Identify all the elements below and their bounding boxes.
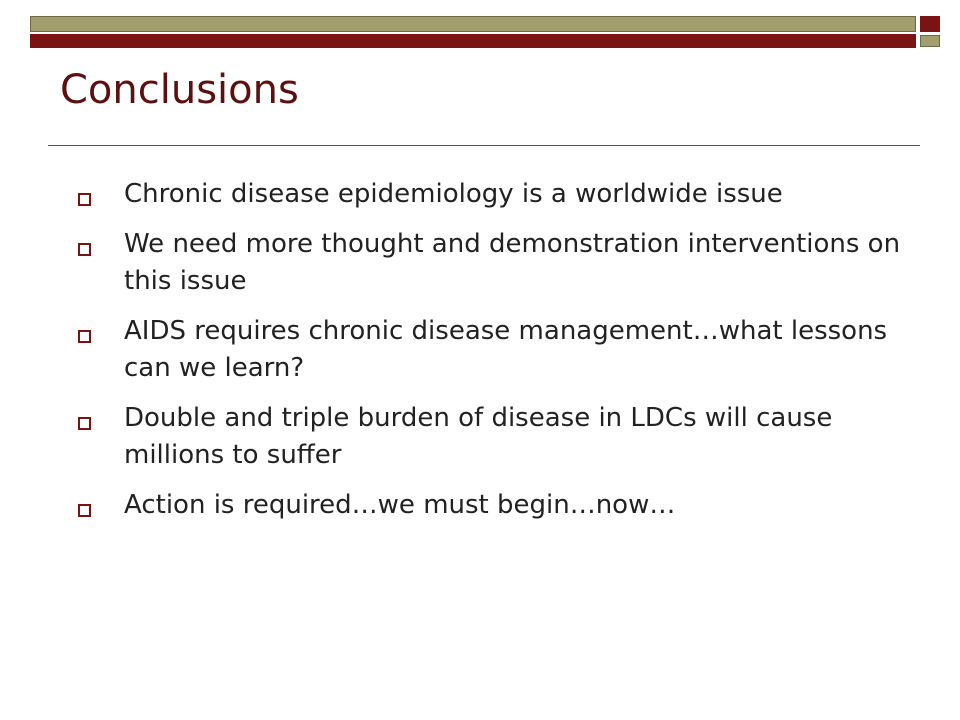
header-bar-olive bbox=[30, 16, 916, 32]
slide-title: Conclusions bbox=[60, 67, 299, 113]
header-bar-maroon bbox=[30, 34, 916, 48]
bullet-item bbox=[74, 313, 924, 387]
bullet-text: We need more thought and demonstration interventions on this issue bbox=[124, 229, 901, 296]
bullet-text: AIDS requires chronic disease management…what lessons can we learn? bbox=[124, 316, 888, 383]
hollow-square-icon bbox=[78, 417, 91, 430]
bullet-text: Action is required…we must begin…now… bbox=[124, 490, 676, 520]
bullet-item bbox=[74, 226, 924, 300]
bullet-item bbox=[74, 487, 924, 524]
bullet-item bbox=[74, 400, 924, 474]
header-square-maroon bbox=[920, 16, 940, 32]
bullet-text: Chronic disease epidemiology is a worldwide issue bbox=[124, 179, 783, 209]
hollow-square-icon bbox=[78, 504, 91, 517]
hollow-square-icon bbox=[78, 330, 91, 343]
bullet-list bbox=[74, 176, 924, 537]
hollow-square-icon bbox=[78, 243, 91, 256]
header-square-olive bbox=[920, 35, 940, 47]
bullet-text: Double and triple burden of disease in LDCs will cause millions to suffer bbox=[124, 403, 833, 470]
hollow-square-icon bbox=[78, 193, 91, 206]
bullet-item bbox=[74, 176, 924, 213]
title-divider bbox=[48, 145, 920, 146]
